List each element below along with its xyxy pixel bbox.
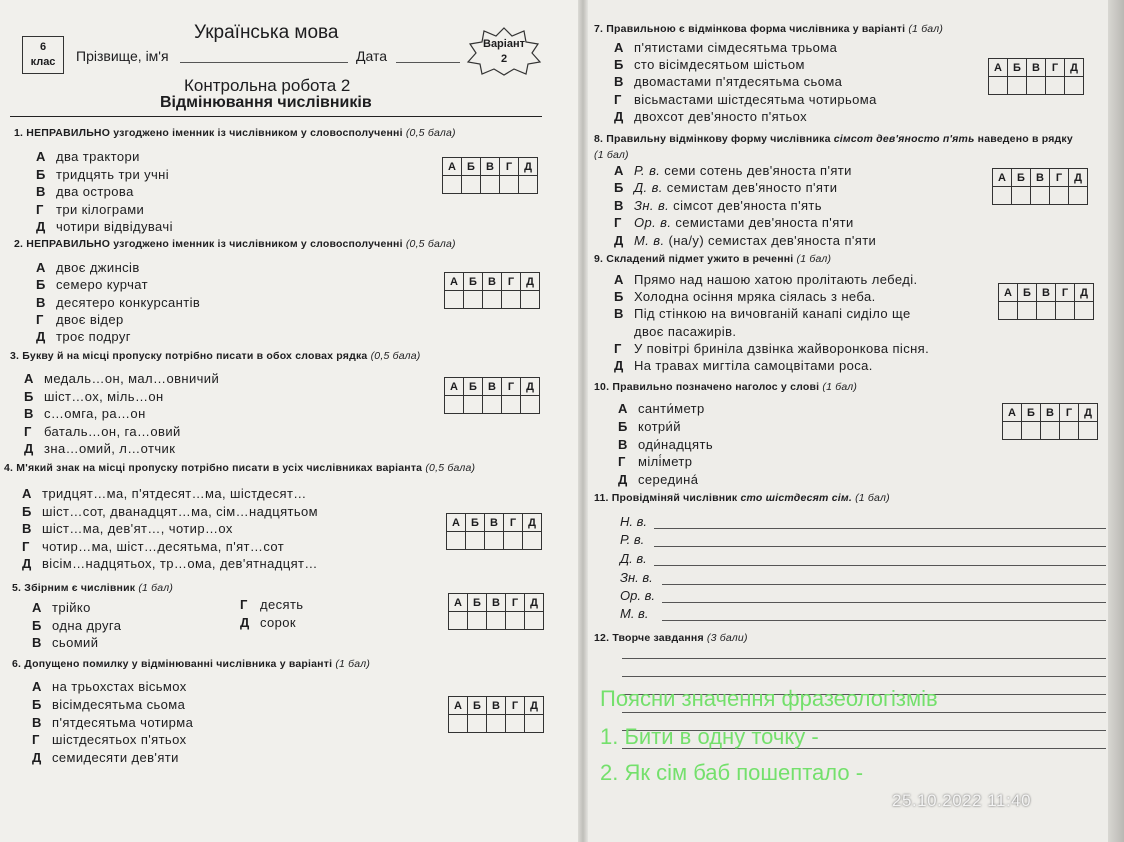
option[interactable]: А Прямо над нашою хатою пролітають лебеді. xyxy=(614,272,918,287)
overlay-heading: Поясни значення фразеологізмів xyxy=(600,686,938,711)
answer-grid-letter: В xyxy=(1041,404,1060,422)
answer-cell[interactable] xyxy=(447,532,466,550)
answer-grid-letter: Д xyxy=(525,594,544,612)
option[interactable]: Д На травах мигтіла самоцвітами роса. xyxy=(614,358,873,374)
answer-cell[interactable] xyxy=(1012,187,1031,205)
answer-cell[interactable] xyxy=(502,396,521,414)
question-10: 10. Правильно позначено наголос у слові (1 бал) xyxy=(594,381,858,393)
option[interactable]: Г три кілограми xyxy=(36,201,145,217)
answer-cell[interactable] xyxy=(1037,302,1056,320)
date-label: Дата xyxy=(356,48,388,64)
answer-cell[interactable] xyxy=(445,396,464,414)
answer-cell[interactable] xyxy=(500,176,519,194)
answer-grid-letter: В xyxy=(481,158,500,176)
case-genitive: Р. в. xyxy=(620,532,645,547)
question-8-options xyxy=(614,162,876,249)
answer-cell[interactable] xyxy=(993,187,1012,205)
question-5-options-col1 xyxy=(32,599,121,652)
answer-grid-letter: Б xyxy=(468,594,487,612)
question-3-options xyxy=(24,370,219,458)
option[interactable]: Д двохсот дев'яносто п'ятьох xyxy=(614,108,808,124)
work-title: Контрольна робота 2 xyxy=(184,76,351,95)
answer-grid-letter: А xyxy=(445,273,464,291)
option[interactable]: Г Ор. в. семистами дев'яноста п'яти xyxy=(614,215,854,231)
answer-grid[interactable] xyxy=(444,272,540,309)
option[interactable]: Д М. в. (на/у) семистах дев'яноста п'яти xyxy=(614,232,877,248)
answer-cell[interactable] xyxy=(506,612,525,630)
answer-cell[interactable] xyxy=(449,715,468,733)
option[interactable]: Б котри́й xyxy=(618,418,681,434)
question-6-options xyxy=(32,678,193,767)
option[interactable]: Б вісімдесятьма сьома xyxy=(32,696,186,712)
answer-grid[interactable] xyxy=(448,593,544,630)
answer-cell[interactable] xyxy=(1069,187,1088,205)
answer-grid-letter: В xyxy=(485,514,504,532)
option[interactable]: В сьомий xyxy=(32,635,99,650)
answer-grid[interactable] xyxy=(446,513,542,550)
answer-line[interactable] xyxy=(622,658,1106,659)
answer-cell[interactable] xyxy=(445,291,464,309)
answer-grid-letter: Г xyxy=(506,594,525,612)
answer-cell[interactable] xyxy=(1056,302,1075,320)
answer-grid-letter: Б xyxy=(468,697,487,715)
answer-grid-letter: А xyxy=(993,169,1012,187)
answer-grid-letter: Г xyxy=(506,697,525,715)
option[interactable]: А медаль…он, мал…овничий xyxy=(24,371,220,386)
option[interactable]: Г шістдесятьох п'ятьох xyxy=(32,732,187,748)
answer-grid-letter: В xyxy=(1027,59,1046,77)
option[interactable]: А Р. в. семи сотень дев'яноста п'яти xyxy=(614,163,852,178)
answer-cell[interactable] xyxy=(466,532,485,550)
date-field-line[interactable] xyxy=(396,62,460,63)
option[interactable]: В оди́надцять xyxy=(618,436,713,452)
option[interactable]: А два трактори xyxy=(36,149,140,164)
option[interactable]: Б шіст…ох, міль…он xyxy=(24,388,164,404)
grade-number: 6 xyxy=(39,41,47,53)
answer-cell[interactable] xyxy=(525,715,544,733)
answer-grid-letter: Г xyxy=(502,378,521,396)
option[interactable]: Б семеро курчат xyxy=(36,277,148,293)
case-accusative: Зн. в. xyxy=(620,570,653,585)
answer-grid[interactable] xyxy=(442,157,538,194)
option[interactable]: Б одна друга xyxy=(32,617,122,633)
option[interactable]: А на трьохстах вісьмох xyxy=(32,679,187,694)
grade-box xyxy=(22,36,64,74)
answer-grid[interactable] xyxy=(998,283,1094,320)
option[interactable]: А двоє джинсів xyxy=(36,260,140,275)
option[interactable]: Б Д. в. семистам дев'яносто п'яти xyxy=(614,180,838,196)
answer-line[interactable] xyxy=(654,546,1106,547)
page-edge xyxy=(1108,0,1124,842)
question-4: 4. М'який знак на місці пропуску потрібно писати в усіх числівниках варіанта (0,5 бала) xyxy=(4,462,476,474)
variant-star-icon xyxy=(466,26,542,76)
option[interactable]: Б шіст…сот, дванадцят…ма, сім…надцятьом xyxy=(22,503,318,519)
answer-grid-letter: А xyxy=(447,514,466,532)
answer-cell[interactable] xyxy=(462,176,481,194)
option[interactable]: Г баталь…он, га…овий xyxy=(24,423,181,439)
question-1-options xyxy=(36,148,173,236)
answer-grid-letter: Д xyxy=(521,273,540,291)
answer-grid-letter: Д xyxy=(1065,59,1084,77)
option[interactable]: Г мілі́метр xyxy=(618,454,693,470)
question-5: 5. Збірним є числівник (1 бал) xyxy=(12,582,174,594)
answer-cell[interactable] xyxy=(1046,77,1065,95)
answer-grid-letter: Д xyxy=(525,697,544,715)
question-9-options xyxy=(614,271,929,374)
question-11: 11. Провідміняй числівник сто шістдесят сім. (1 бал) xyxy=(594,492,890,504)
option[interactable]: Д серединá xyxy=(618,472,699,488)
answer-cell[interactable] xyxy=(1003,422,1022,440)
answer-grid-letter: Б xyxy=(1018,284,1037,302)
option[interactable]: В десятеро конкурсантів xyxy=(36,294,201,310)
answer-grid[interactable] xyxy=(444,377,540,414)
answer-grid-letter: Д xyxy=(521,378,540,396)
answer-grid-letter: Б xyxy=(462,158,481,176)
option[interactable]: Д сорок xyxy=(240,614,297,630)
answer-cell[interactable] xyxy=(506,715,525,733)
answer-cell[interactable] xyxy=(1079,422,1098,440)
option[interactable]: Д зна…омий, л…отчик xyxy=(24,441,176,456)
answer-line[interactable] xyxy=(622,676,1106,677)
answer-cell[interactable] xyxy=(519,176,538,194)
answer-cell[interactable] xyxy=(464,291,483,309)
option[interactable]: Г вісьмастами шістдесятьма чотирьома xyxy=(614,91,877,107)
answer-cell[interactable] xyxy=(521,291,540,309)
grade-label: клас xyxy=(30,56,56,68)
answer-grid-letter: А xyxy=(449,594,468,612)
book-spine xyxy=(578,0,588,842)
answer-grid-letter: Д xyxy=(1075,284,1094,302)
answer-grid-letter: Б xyxy=(1022,404,1041,422)
option[interactable]: В двомастами п'ятдесятьма сьома xyxy=(614,74,843,90)
option[interactable]: В с…омга, ра…он xyxy=(24,406,146,421)
answer-line[interactable] xyxy=(662,602,1106,603)
answer-grid-letter: Д xyxy=(519,158,538,176)
question-8: 8. Правильну відмінкову форму числівника сімсот дев'яносто п'ять наведено в рядку (1 бал) xyxy=(594,133,1073,161)
case-dative: Д. в. xyxy=(620,551,647,566)
answer-cell[interactable] xyxy=(1018,302,1037,320)
case-locative: М. в. xyxy=(620,606,649,621)
option[interactable]: В Зн. в. сімсот дев'яноста п'ять xyxy=(614,197,822,213)
answer-grid-letter: В xyxy=(487,594,506,612)
answer-grid-letter: Г xyxy=(500,158,519,176)
option[interactable]: Д троє подруг xyxy=(36,329,131,345)
answer-grid-letter: В xyxy=(1031,169,1050,187)
photo-timestamp: 25.10.2022 11:40 xyxy=(892,791,1032,810)
question-2-options xyxy=(36,259,200,345)
question-7: 7. Правильною є відмінкова форма числівника у варіанті (1 бал) xyxy=(594,23,944,35)
subject-title: Українська мова xyxy=(194,22,339,43)
option[interactable]: Б тридцять три учні xyxy=(36,166,170,182)
name-label: Прізвище, ім'я xyxy=(76,48,169,64)
option[interactable]: Д чотири відвідувачі xyxy=(36,219,173,234)
answer-grid-letter: Д xyxy=(1069,169,1088,187)
answer-grid-letter: Д xyxy=(1079,404,1098,422)
case-instrumental: Ор. в. xyxy=(620,588,655,603)
answer-cell[interactable] xyxy=(523,532,542,550)
option[interactable]: А санти́метр xyxy=(618,401,705,416)
answer-cell[interactable] xyxy=(481,176,500,194)
answer-cell[interactable] xyxy=(989,77,1008,95)
answer-cell[interactable] xyxy=(502,291,521,309)
answer-cell[interactable] xyxy=(1065,77,1084,95)
answer-cell[interactable] xyxy=(464,396,483,414)
option[interactable]: Д семидесяти дев'яти xyxy=(32,750,179,766)
option[interactable]: Б Холодна осіння мряка сіялась з неба. xyxy=(614,289,876,305)
answer-grid-letter: Г xyxy=(502,273,521,291)
question-5-options-col2 xyxy=(240,596,303,631)
answer-grid-letter: Б xyxy=(466,514,485,532)
answer-cell[interactable] xyxy=(1075,302,1094,320)
answer-cell[interactable] xyxy=(443,176,462,194)
question-12: 12. Творче завдання (3 бали) xyxy=(594,632,748,644)
answer-cell[interactable] xyxy=(487,715,506,733)
answer-cell[interactable] xyxy=(525,612,544,630)
answer-cell[interactable] xyxy=(1041,422,1060,440)
answer-grid-letter: Б xyxy=(1012,169,1031,187)
answer-grid-letter: Б xyxy=(1008,59,1027,77)
overlay-item-2: 2. Як сім баб пошептало - xyxy=(600,760,864,785)
variant-badge xyxy=(466,26,542,76)
answer-cell[interactable] xyxy=(504,532,523,550)
question-6: 6. Допущено помилку у відмінюванні числівника у варіанті (1 бал) xyxy=(12,658,371,670)
option[interactable]: В два острова xyxy=(36,184,134,199)
question-3: 3. Букву й на місці пропуску потрібно писати в обох словах рядка (0,5 бала) xyxy=(10,350,421,362)
answer-grid-letter: А xyxy=(999,284,1018,302)
answer-cell[interactable] xyxy=(1050,187,1069,205)
answer-grid-letter: Б xyxy=(464,378,483,396)
answer-grid[interactable] xyxy=(988,58,1084,95)
overlay-item-1: 1. Бити в одну точку - xyxy=(600,724,819,749)
option[interactable]: А п'ятистами сімдесятьма трьома xyxy=(614,40,838,55)
answer-cell[interactable] xyxy=(1031,187,1050,205)
question-10-options xyxy=(618,400,713,489)
answer-line[interactable] xyxy=(654,528,1106,529)
answer-cell[interactable] xyxy=(485,532,504,550)
answer-cell[interactable] xyxy=(1008,77,1027,95)
answer-grid-letter: В xyxy=(1037,284,1056,302)
name-field-line[interactable] xyxy=(180,62,348,63)
question-7-options xyxy=(614,39,877,125)
answer-cell[interactable] xyxy=(449,612,468,630)
option[interactable]: А тридцят…ма, п'ятдесят…ма, шістдесят… xyxy=(22,486,307,501)
answer-grid[interactable] xyxy=(1002,403,1098,440)
question-9: 9. Складений підмет ужито в реченні (1 бал) xyxy=(594,253,832,265)
question-4-options xyxy=(22,485,318,573)
answer-cell[interactable] xyxy=(1027,77,1046,95)
answer-grid-letter: А xyxy=(443,158,462,176)
answer-cell[interactable] xyxy=(521,396,540,414)
option[interactable]: Г десять xyxy=(240,597,304,612)
option[interactable]: В Під стінкою на вичовганій канапі сиділо ще xyxy=(614,306,911,322)
answer-cell[interactable] xyxy=(468,715,487,733)
answer-cell[interactable] xyxy=(999,302,1018,320)
answer-cell[interactable] xyxy=(483,396,502,414)
work-topic: Відмінювання числівників xyxy=(160,94,372,111)
variant-number: 2 xyxy=(500,53,508,65)
answer-cell[interactable] xyxy=(483,291,502,309)
answer-line[interactable] xyxy=(662,620,1106,621)
question-2: 2. НЕПРАВИЛЬНО узгоджено іменник із числівником у словосполученні (0,5 бала) xyxy=(14,238,456,250)
answer-cell[interactable] xyxy=(487,612,506,630)
answer-line[interactable] xyxy=(622,712,1106,713)
answer-line[interactable] xyxy=(654,565,1106,566)
option[interactable]: Г У повітрі бриніла дзвінка жайворонкова пісня. xyxy=(614,340,930,356)
answer-grid[interactable] xyxy=(992,168,1088,205)
answer-grid-letter: А xyxy=(445,378,464,396)
case-nominative: Н. в. xyxy=(620,514,648,529)
answer-grid-letter: А xyxy=(989,59,1008,77)
option[interactable]: А трійко xyxy=(32,600,91,615)
question-1: 1. НЕПРАВИЛЬНО узгоджено іменник із числівником у словосполученні (0,5 бала) xyxy=(14,127,456,139)
answer-grid-letter: Г xyxy=(1046,59,1065,77)
answer-cell[interactable] xyxy=(1060,422,1079,440)
option[interactable]: Г чотир…ма, шіст…десятьма, п'ят…сот xyxy=(22,538,285,554)
answer-grid-letter: В xyxy=(483,378,502,396)
variant-label: Варіант xyxy=(483,38,525,50)
answer-grid-letter: Б xyxy=(464,273,483,291)
answer-grid-letter: Г xyxy=(1050,169,1069,187)
answer-grid-letter: Г xyxy=(504,514,523,532)
option[interactable]: Г двоє відер xyxy=(36,311,124,327)
header-rule xyxy=(10,116,542,117)
answer-grid-letter: Г xyxy=(1056,284,1075,302)
answer-grid-letter: А xyxy=(449,697,468,715)
answer-line[interactable] xyxy=(662,584,1106,585)
option[interactable]: В п'ятдесятьма чотирма xyxy=(32,714,194,730)
option[interactable]: В шіст…ма, дев'ят…, чотир…ох xyxy=(22,521,233,537)
answer-grid-letter: Г xyxy=(1060,404,1079,422)
answer-grid-letter: Д xyxy=(523,514,542,532)
answer-grid-letter: В xyxy=(487,697,506,715)
option[interactable]: Б сто вісімдесятьом шістьом xyxy=(614,57,805,73)
answer-grid[interactable] xyxy=(448,696,544,733)
answer-grid-letter: А xyxy=(1003,404,1022,422)
option: двоє пасажирів. xyxy=(634,323,737,339)
option[interactable]: Д вісім…надцятьох, тр…ома, дев'ятнадцят… xyxy=(22,556,318,572)
answer-cell[interactable] xyxy=(468,612,487,630)
answer-cell[interactable] xyxy=(1022,422,1041,440)
answer-grid-letter: В xyxy=(483,273,502,291)
